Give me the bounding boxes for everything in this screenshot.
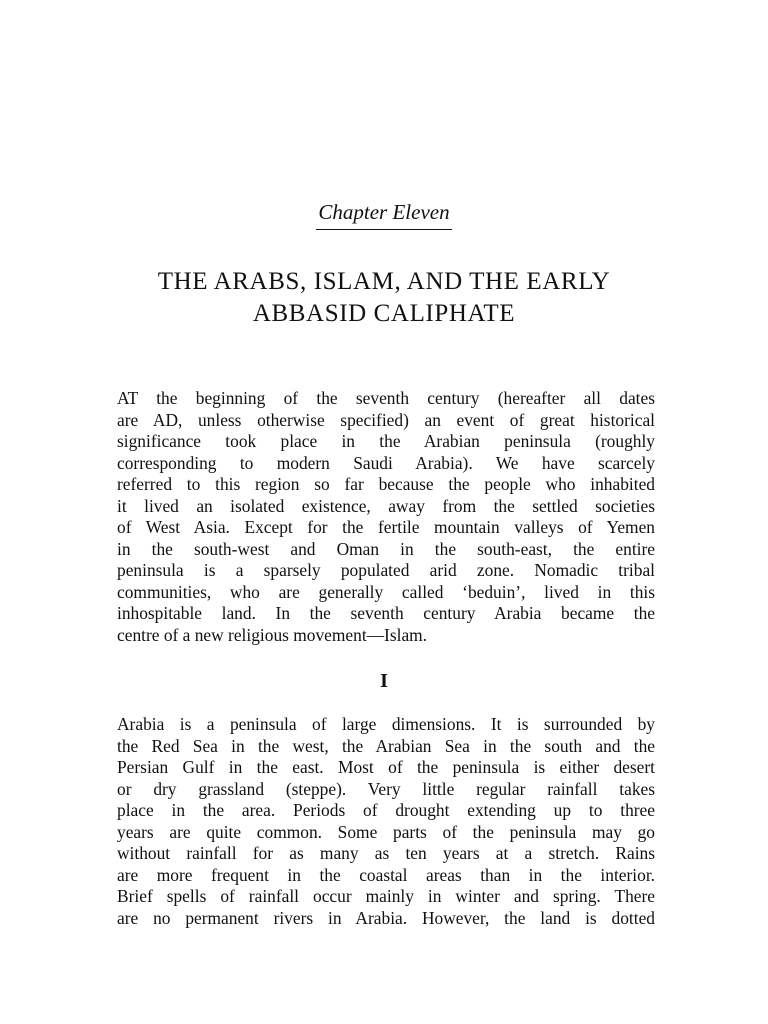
chapter-label	[0, 200, 768, 230]
section-number: I	[380, 670, 388, 692]
paragraph-line: are no permanent rivers in Arabia. However, the land is dotted	[117, 907, 655, 928]
paragraph-line: peninsula is a sparsely populated arid zone. Nomadic tribal	[117, 560, 655, 580]
chapter-label-text: Chapter Eleven	[316, 200, 451, 230]
chapter-title-line-2: ABBASID CALIPHATE	[252, 300, 516, 327]
paragraph-line: of West Asia. Except for the fertile mountain valleys of Yemen	[117, 517, 655, 537]
chapter-title-line-1: THE ARABS, ISLAM, AND THE EARLY	[157, 268, 611, 295]
paragraph-line: place in the area. Periods of drought extending up to three	[117, 800, 655, 820]
chapter-title	[0, 266, 768, 330]
paragraph-line: years are quite common. Some parts of the peninsula may go	[117, 821, 655, 842]
paragraph-line: are AD, unless otherwise specified) an event of great historical	[117, 409, 655, 430]
paragraph-line: in the south-west and Oman in the south-east, the entire	[117, 538, 655, 559]
paragraph-line: Brief spells of rainfall occur mainly in winter and spring. There	[117, 886, 655, 906]
paragraph-line: Arabia is a peninsula of large dimensions. It is surrounded by	[117, 714, 655, 734]
paragraph-line: without rainfall for as many as ten years at a stretch. Rains	[117, 843, 655, 863]
paragraph-line: communities, who are generally called ‘beduin’, lived in this	[117, 581, 655, 602]
paragraph-line: significance took place in the Arabian peninsula (roughly	[117, 431, 655, 451]
paragraph-line: the Red Sea in the west, the Arabian Sea in the south and the	[117, 735, 655, 756]
paragraph-line: referred to this region so far because the people who inhabited	[117, 474, 655, 494]
paragraph-1	[117, 388, 655, 646]
paragraph-line: corresponding to modern Saudi Arabia). We have scarcely	[117, 452, 655, 473]
paragraph-line: inhospitable land. In the seventh century Arabia became the	[117, 603, 655, 623]
paragraph-line: centre of a new religious movement—Islam.	[117, 624, 428, 645]
paragraph-line: are more frequent in the coastal areas than in the interior.	[117, 864, 655, 885]
paragraph-line: or dry grassland (steppe). Very little regular rainfall takes	[117, 778, 655, 799]
paragraph-line: it lived an isolated existence, away from the settled societies	[117, 495, 655, 516]
paragraph-line: AT the beginning of the seventh century (hereafter all dates	[117, 388, 655, 408]
paragraph-line: Persian Gulf in the east. Most of the peninsula is either desert	[117, 757, 655, 777]
paragraph-2	[117, 714, 655, 929]
